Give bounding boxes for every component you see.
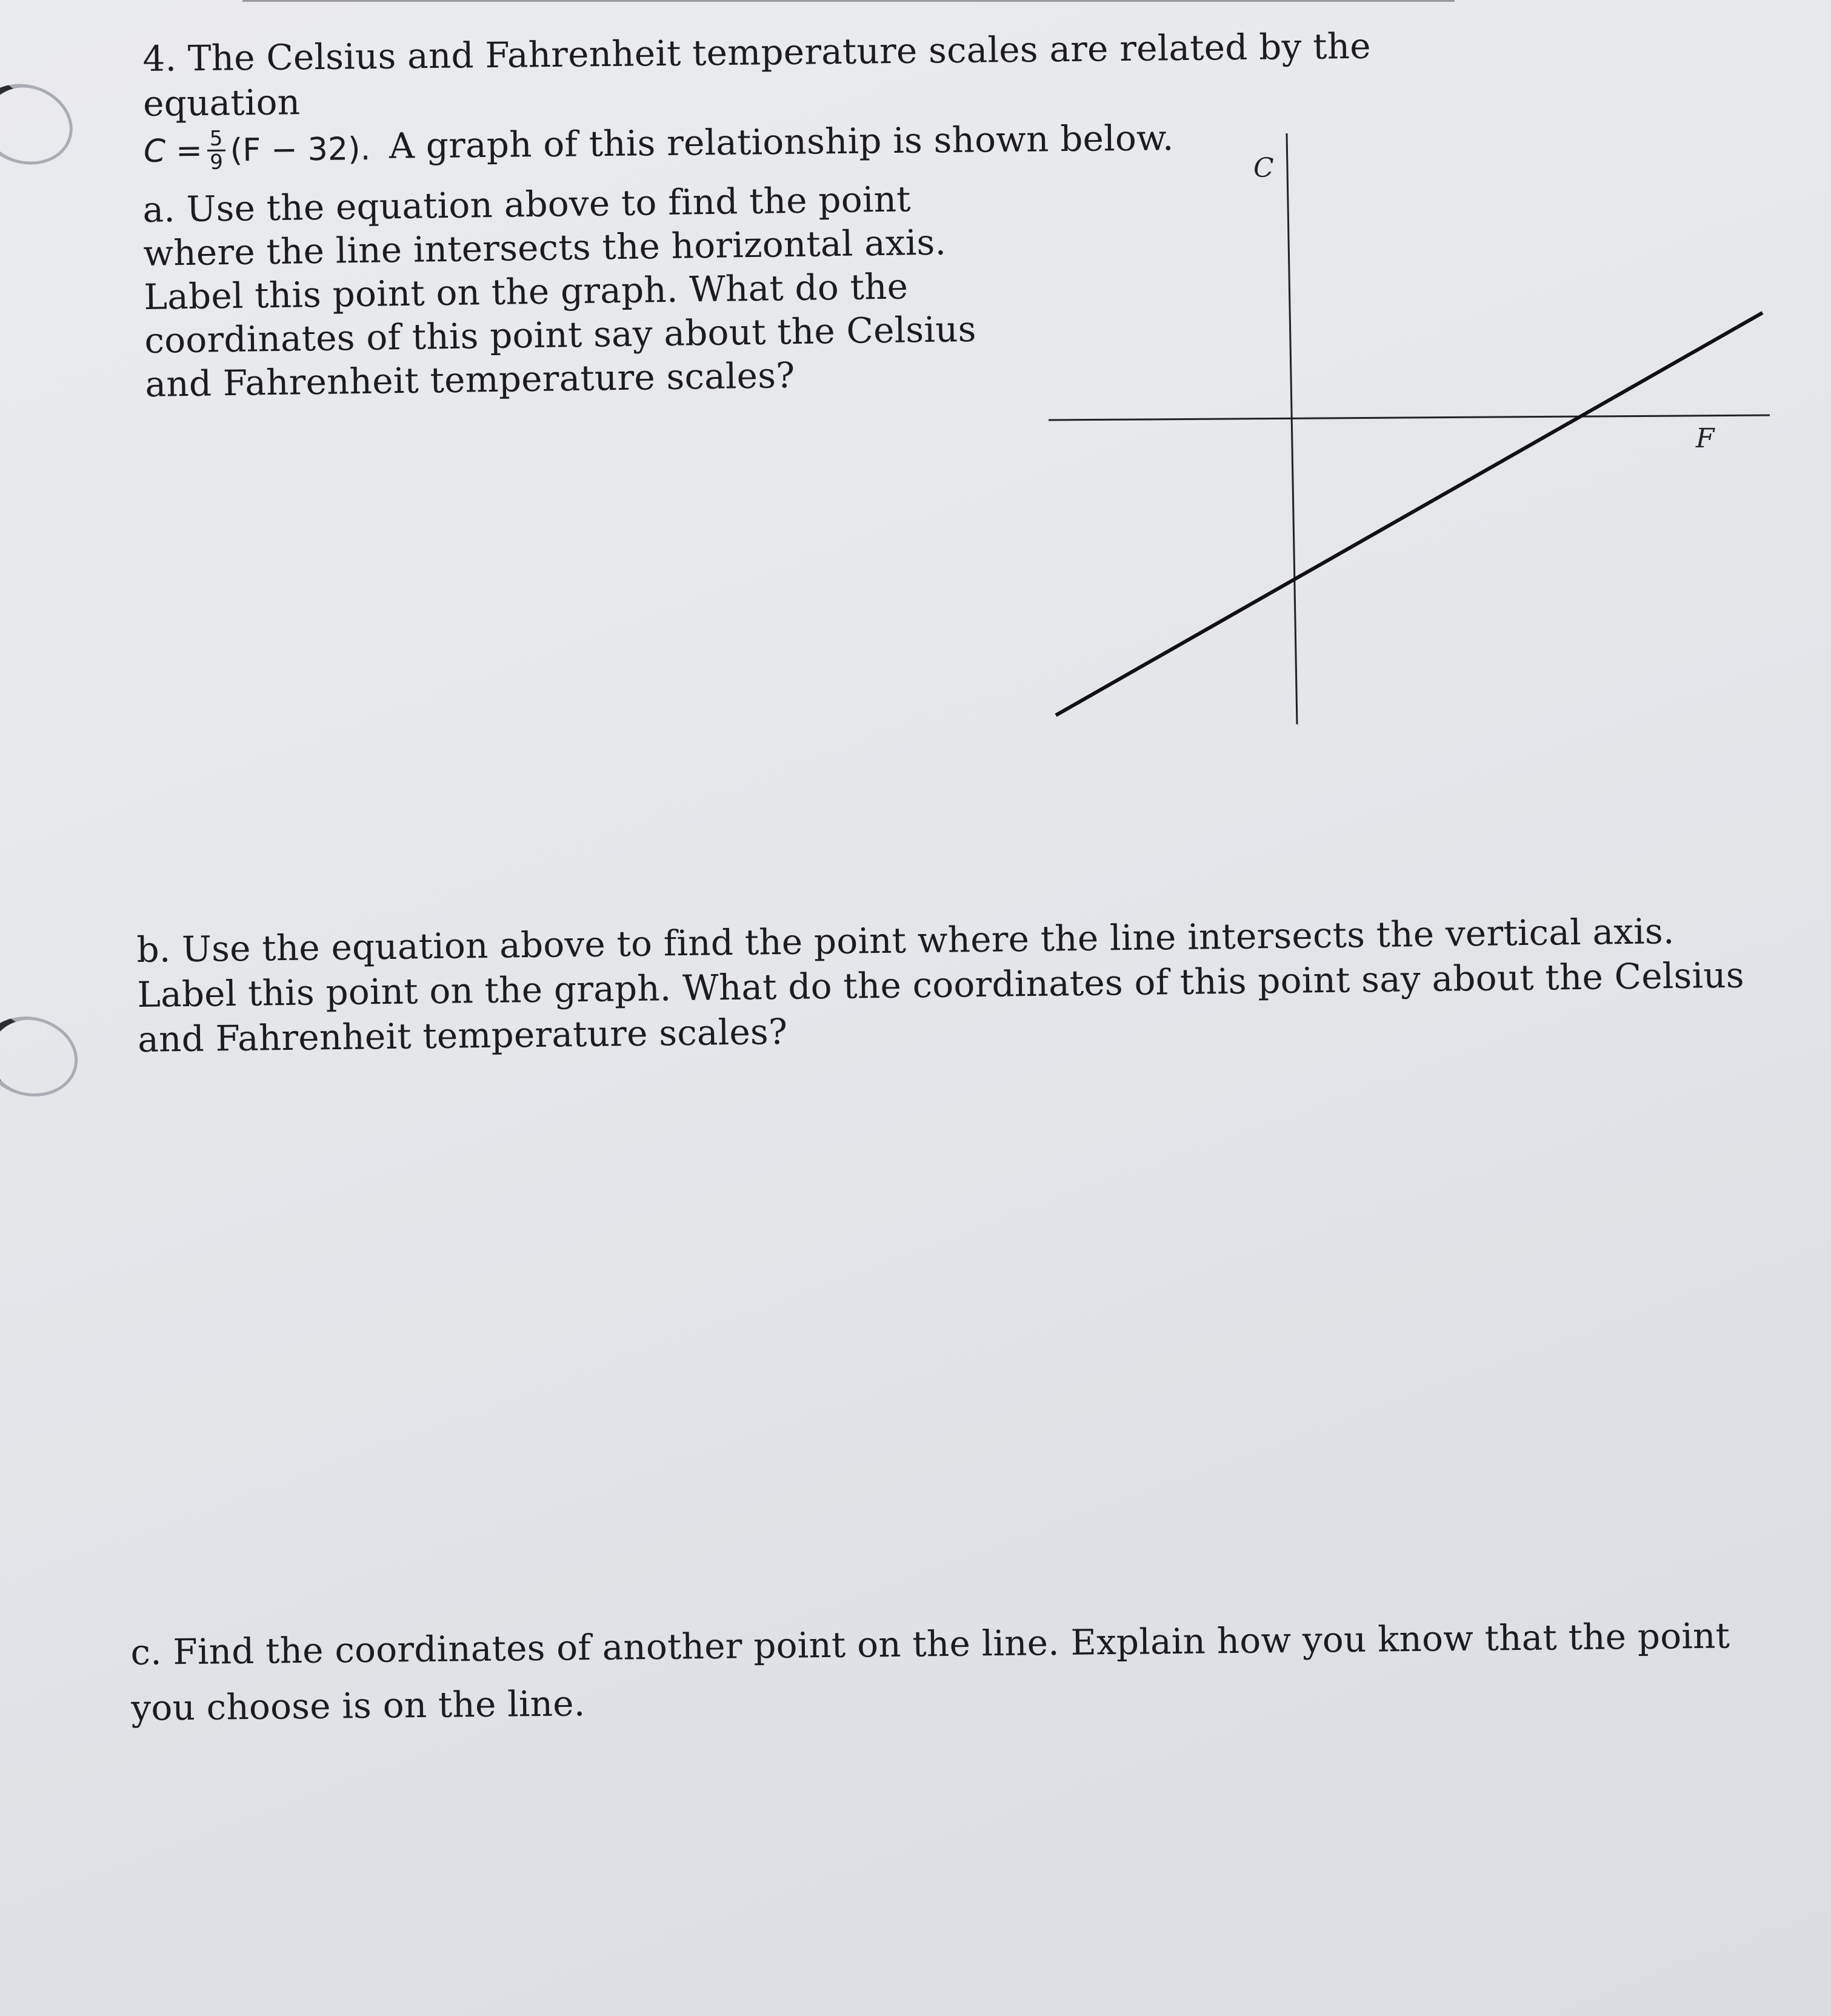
graph-svg xyxy=(1049,121,1788,733)
celsius-fahrenheit-graph xyxy=(1049,121,1788,733)
relationship-line xyxy=(1056,313,1763,715)
fraction-numerator: 5 xyxy=(207,128,225,152)
binder-ring-middle xyxy=(0,1007,86,1107)
horizontal-axis-label: F xyxy=(1696,423,1715,454)
fraction-denominator: 9 xyxy=(209,150,224,175)
horizontal-axis xyxy=(1049,415,1770,420)
equation xyxy=(144,127,371,175)
vertical-axis-label: C xyxy=(1253,153,1274,184)
part-b-question: b. Use the equation above to find the point where the line intersects the vertical axis. Label this point on the graph. What do the coordinates of this point say about the Celsius and Fahrenheit temperature scales? xyxy=(136,910,1745,1060)
equation-lhs: C = xyxy=(143,132,203,170)
binder-ring-top xyxy=(0,72,83,177)
top-rule xyxy=(242,0,1455,2)
part-c-question: c. Find the coordinates of another point on the line. Explain how you know that the point you choose is on the line. xyxy=(130,1615,1730,1729)
part-a-question: a. Use the equation above to find the point where the line intersects the horizontal axis. Label this point on the graph. What do the coordinates of this point say about the Celsius and Fahrenheit temperature scales? xyxy=(142,178,977,405)
intro-line-2: A graph of this relationship is shown below. xyxy=(389,117,1174,167)
vertical-axis xyxy=(1287,133,1297,724)
intro-line-1: The Celsius and Fahrenheit temperature scales are related by the equation xyxy=(142,25,1372,124)
problem-number: 4. xyxy=(142,38,177,79)
equation-fraction xyxy=(207,128,226,173)
equation-rhs: (F − 32). xyxy=(230,131,371,169)
